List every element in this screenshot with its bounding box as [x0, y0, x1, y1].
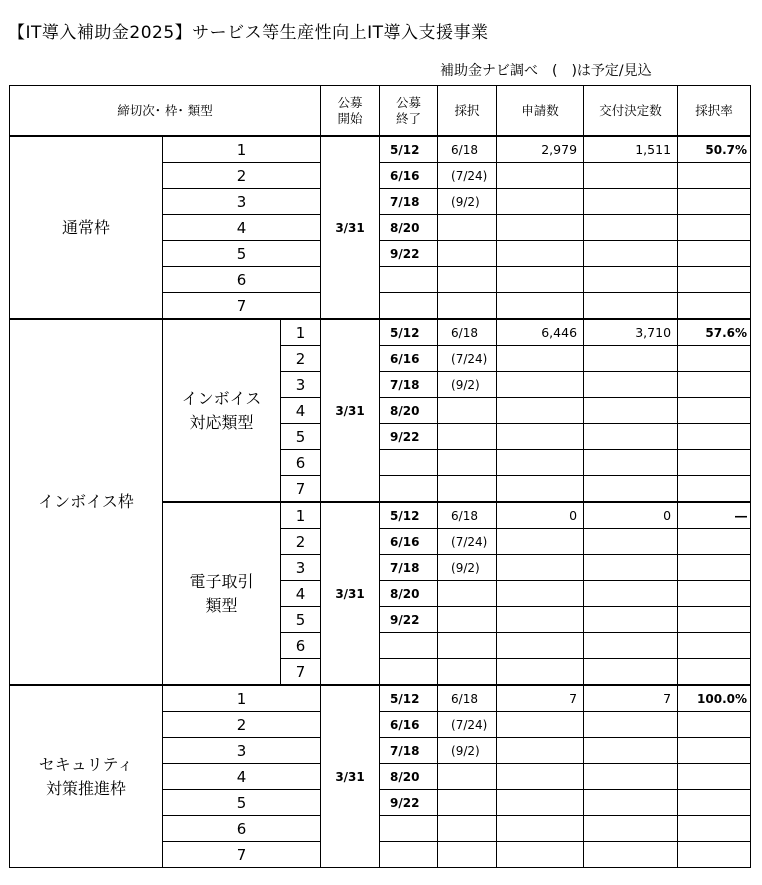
applications-cell: 0 — [497, 502, 584, 529]
applications-cell — [497, 529, 584, 555]
round-number: 1 — [163, 136, 321, 163]
deadline-cell: 8/20 — [380, 581, 438, 607]
adopt-date-cell: 6/18 — [438, 136, 497, 163]
round-number: 1 — [281, 319, 321, 346]
grants-cell — [584, 712, 678, 738]
applications-cell — [497, 398, 584, 424]
adopt-date-cell: (9/2) — [438, 372, 497, 398]
rate-cell — [678, 163, 751, 189]
grants-cell — [584, 267, 678, 293]
round-number: 4 — [281, 581, 321, 607]
rate-cell — [678, 816, 751, 842]
rate-cell — [678, 581, 751, 607]
applications-cell — [497, 241, 584, 267]
round-number: 4 — [163, 764, 321, 790]
adopt-date-cell — [438, 241, 497, 267]
frame-name: 通常枠 — [10, 136, 163, 319]
schedule-table — [9, 85, 751, 868]
header-row — [10, 86, 751, 137]
applications-cell — [497, 293, 584, 320]
rate-cell: 50.7% — [678, 136, 751, 163]
applications-cell — [497, 816, 584, 842]
round-number: 5 — [281, 607, 321, 633]
adopt-date-cell: (9/2) — [438, 189, 497, 215]
adopt-date-cell: (7/24) — [438, 712, 497, 738]
adopt-date-cell — [438, 764, 497, 790]
open-date-cell: 3/31 — [321, 319, 380, 502]
subtype-name: 電子取引 類型 — [163, 502, 281, 685]
deadline-cell — [380, 267, 438, 293]
round-number: 5 — [163, 241, 321, 267]
adopt-date-cell — [438, 816, 497, 842]
rate-cell — [678, 842, 751, 868]
rate-cell — [678, 659, 751, 686]
adopt-date-cell — [438, 607, 497, 633]
applications-cell — [497, 738, 584, 764]
grants-cell — [584, 476, 678, 503]
round-number: 7 — [163, 293, 321, 320]
grants-cell — [584, 215, 678, 241]
round-number: 3 — [163, 189, 321, 215]
rate-cell — [678, 764, 751, 790]
deadline-cell: 9/22 — [380, 241, 438, 267]
grants-cell: 0 — [584, 502, 678, 529]
deadline-cell: 6/16 — [380, 712, 438, 738]
open-date-cell: 3/31 — [321, 502, 380, 685]
adopt-date-cell — [438, 398, 497, 424]
rate-cell — [678, 529, 751, 555]
adopt-date-cell: 6/18 — [438, 685, 497, 712]
applications-cell — [497, 790, 584, 816]
rate-cell — [678, 241, 751, 267]
applications-cell — [497, 633, 584, 659]
adopt-date-cell: 6/18 — [438, 502, 497, 529]
adopt-date-cell: (9/2) — [438, 738, 497, 764]
rate-cell — [678, 293, 751, 320]
grants-cell — [584, 764, 678, 790]
grants-cell — [584, 790, 678, 816]
deadline-cell — [380, 476, 438, 503]
header-adopt: 採択 — [438, 86, 497, 137]
rate-cell: 100.0% — [678, 685, 751, 712]
applications-cell — [497, 476, 584, 503]
header-applications: 申請数 — [497, 86, 584, 137]
adopt-date-cell: 6/18 — [438, 319, 497, 346]
deadline-cell: 6/16 — [380, 346, 438, 372]
deadline-cell — [380, 293, 438, 320]
adopt-date-cell — [438, 450, 497, 476]
applications-cell — [497, 346, 584, 372]
grants-cell — [584, 607, 678, 633]
grants-cell: 1,511 — [584, 136, 678, 163]
rate-cell — [678, 215, 751, 241]
adopt-date-cell — [438, 267, 497, 293]
deadline-cell — [380, 816, 438, 842]
frame-name: セキュリティ 対策推進枠 — [10, 685, 163, 868]
rate-cell — [678, 346, 751, 372]
open-date-cell: 3/31 — [321, 136, 380, 319]
adopt-date-cell — [438, 633, 497, 659]
header-open: 公募 開始 — [321, 86, 380, 137]
deadline-cell: 6/16 — [380, 163, 438, 189]
round-number: 3 — [163, 738, 321, 764]
rate-cell: 57.6% — [678, 319, 751, 346]
round-number: 5 — [163, 790, 321, 816]
deadline-cell: 9/22 — [380, 790, 438, 816]
adopt-date-cell — [438, 293, 497, 320]
round-number: 7 — [281, 659, 321, 686]
grants-cell — [584, 816, 678, 842]
adopt-date-cell: (7/24) — [438, 346, 497, 372]
header-rate: 採択率 — [678, 86, 751, 137]
deadline-cell: 8/20 — [380, 398, 438, 424]
round-number: 4 — [163, 215, 321, 241]
rate-cell — [678, 267, 751, 293]
open-date-cell: 3/31 — [321, 685, 380, 868]
rate-cell — [678, 424, 751, 450]
rate-cell — [678, 398, 751, 424]
grants-cell — [584, 529, 678, 555]
round-number: 1 — [281, 502, 321, 529]
grants-cell — [584, 581, 678, 607]
applications-cell — [497, 659, 584, 686]
adopt-date-cell: (7/24) — [438, 529, 497, 555]
applications-cell — [497, 555, 584, 581]
source-note: 補助金ナビ調べ ( )は予定/見込 — [440, 63, 652, 79]
deadline-cell — [380, 842, 438, 868]
table-row — [10, 319, 751, 346]
applications-cell — [497, 372, 584, 398]
applications-cell — [497, 163, 584, 189]
rate-cell — [678, 790, 751, 816]
grants-cell — [584, 450, 678, 476]
deadline-cell: 5/12 — [380, 319, 438, 346]
applications-cell — [497, 842, 584, 868]
rate-cell — [678, 738, 751, 764]
round-number: 3 — [281, 372, 321, 398]
adopt-date-cell: (9/2) — [438, 555, 497, 581]
table-row — [10, 685, 751, 712]
deadline-cell — [380, 450, 438, 476]
header-close: 公募 終了 — [380, 86, 438, 137]
round-number: 4 — [281, 398, 321, 424]
page-title: 【IT導入補助金2025】サービス等生産性向上IT導入支援事業 — [8, 23, 489, 43]
deadline-cell: 8/20 — [380, 764, 438, 790]
applications-cell: 2,979 — [497, 136, 584, 163]
grants-cell — [584, 659, 678, 686]
table-row — [10, 136, 751, 163]
applications-cell: 6,446 — [497, 319, 584, 346]
round-number: 2 — [163, 712, 321, 738]
round-number: 2 — [163, 163, 321, 189]
applications-cell: 7 — [497, 685, 584, 712]
applications-cell — [497, 189, 584, 215]
deadline-cell: 5/12 — [380, 136, 438, 163]
rate-cell — [678, 189, 751, 215]
deadline-cell: 9/22 — [380, 607, 438, 633]
applications-cell — [497, 764, 584, 790]
adopt-date-cell — [438, 476, 497, 503]
deadline-cell — [380, 659, 438, 686]
deadline-cell: 7/18 — [380, 555, 438, 581]
rate-cell — [678, 372, 751, 398]
grants-cell — [584, 241, 678, 267]
grants-cell — [584, 633, 678, 659]
round-number: 6 — [281, 633, 321, 659]
deadline-cell — [380, 633, 438, 659]
round-number: 6 — [163, 267, 321, 293]
rate-cell — [678, 712, 751, 738]
deadline-cell: 9/22 — [380, 424, 438, 450]
applications-cell — [497, 607, 584, 633]
grants-cell — [584, 163, 678, 189]
adopt-date-cell — [438, 659, 497, 686]
deadline-cell: 5/12 — [380, 685, 438, 712]
grants-cell — [584, 346, 678, 372]
applications-cell — [497, 712, 584, 738]
deadline-cell: 6/16 — [380, 529, 438, 555]
grants-cell — [584, 189, 678, 215]
round-number: 1 — [163, 685, 321, 712]
adopt-date-cell — [438, 842, 497, 868]
grants-cell — [584, 738, 678, 764]
round-number: 2 — [281, 529, 321, 555]
grants-cell — [584, 372, 678, 398]
deadline-cell: 8/20 — [380, 215, 438, 241]
deadline-cell: 5/12 — [380, 502, 438, 529]
round-number: 7 — [163, 842, 321, 868]
round-number: 6 — [163, 816, 321, 842]
applications-cell — [497, 215, 584, 241]
round-number: 2 — [281, 346, 321, 372]
deadline-cell: 7/18 — [380, 738, 438, 764]
header-grants: 交付決定数 — [584, 86, 678, 137]
round-number: 7 — [281, 476, 321, 503]
applications-cell — [497, 581, 584, 607]
applications-cell — [497, 450, 584, 476]
adopt-date-cell — [438, 581, 497, 607]
grants-cell: 7 — [584, 685, 678, 712]
grants-cell — [584, 555, 678, 581]
grants-cell — [584, 293, 678, 320]
applications-cell — [497, 267, 584, 293]
round-number: 3 — [281, 555, 321, 581]
adopt-date-cell: (7/24) — [438, 163, 497, 189]
round-number: 5 — [281, 424, 321, 450]
rate-cell — [678, 633, 751, 659]
frame-name: インボイス枠 — [10, 319, 163, 685]
grants-cell — [584, 842, 678, 868]
rate-cell — [678, 555, 751, 581]
grants-cell — [584, 398, 678, 424]
grants-cell: 3,710 — [584, 319, 678, 346]
rate-cell — [678, 607, 751, 633]
rate-cell: ― — [678, 502, 751, 529]
adopt-date-cell — [438, 424, 497, 450]
adopt-date-cell — [438, 790, 497, 816]
applications-cell — [497, 424, 584, 450]
round-number: 6 — [281, 450, 321, 476]
subtype-name: インボイス 対応類型 — [163, 319, 281, 502]
deadline-cell: 7/18 — [380, 372, 438, 398]
rate-cell — [678, 450, 751, 476]
adopt-date-cell — [438, 215, 497, 241]
grants-cell — [584, 424, 678, 450]
rate-cell — [678, 476, 751, 503]
deadline-cell: 7/18 — [380, 189, 438, 215]
header-category: 締切次･ 枠･ 類型 — [10, 86, 321, 137]
